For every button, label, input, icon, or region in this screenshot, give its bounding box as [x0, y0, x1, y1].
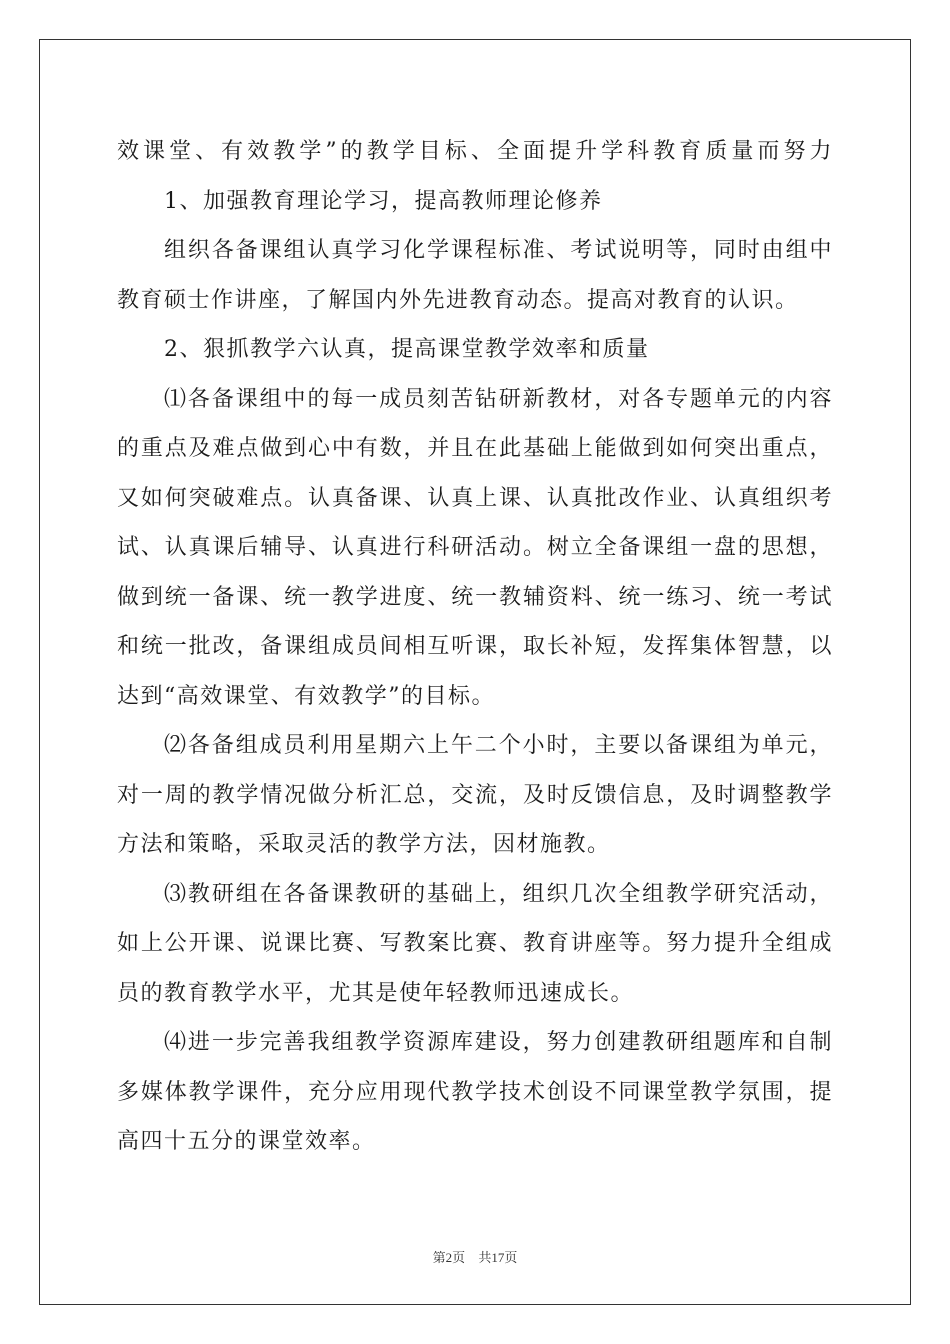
text-line: 高四十五分的课堂效率。 [117, 1129, 376, 1154]
text-line: ⑶教研组在各备课教研的基础上，组织几次全组教学研究活动， [164, 881, 833, 907]
document-body [117, 127, 833, 1167]
text-line: 效课堂、有效教学”的教学目标、全面提升学科教育质量而努力 [117, 139, 833, 164]
text-line: 多媒体教学课件，充分应用现代教学技术创设不同课堂教学氛围，提 [117, 1079, 833, 1105]
page-number: 第2页 [432, 1250, 466, 1265]
text-line: ⑴各备课组中的每一成员刻苦钻研新教材，对各专题单元的内容 [164, 386, 833, 412]
text-line: 达到“高效课堂、有效教学”的目标。 [117, 683, 495, 709]
text-line: 和统一批改，备课组成员间相互听课，取长补短，发挥集体智慧，以 [117, 634, 833, 659]
text-line: 又如何突破难点。认真备课、认真上课、认真批改作业、认真组织考 [117, 485, 833, 511]
text-line: 如上公开课、说课比赛、写教案比赛、教育讲座等。努力提升全组成 [117, 931, 833, 956]
text-line: 方法和策略，采取灵活的教学方法，因材施教。 [117, 832, 611, 857]
text-line: 1、加强教育理论学习，提高教师理论修养 [164, 188, 603, 214]
text-line: 做到统一备课、统一教学进度、统一教辅资料、统一练习、统一考试 [117, 584, 833, 610]
text-line: ⑷进一步完善我组教学资源库建设，努力创建教研组题库和自制 [164, 1030, 833, 1055]
text-line: 对一周的教学情况做分析汇总，交流，及时反馈信息，及时调整教学 [117, 782, 833, 808]
text-line: 组织各备课组认真学习化学课程标准、考试说明等，同时由组中 [164, 238, 833, 263]
text-line: 2、狠抓教学六认真，提高课堂教学效率和质量 [164, 337, 650, 362]
text-line: ⑵各备组成员利用星期六上午二个小时，主要以备课组为单元， [164, 733, 833, 758]
text-line: 员的教育教学水平，尤其是使年轻教师迅速成长。 [117, 980, 635, 1006]
text-line: 的重点及难点做到心中有数，并且在此基础上能做到如何突出重点， [117, 436, 833, 461]
page-total: 共17页 [478, 1250, 518, 1265]
text-line: 教育硕士作讲座，了解国内外先进教育动态。提高对教育的认识。 [117, 287, 799, 313]
text-line: 试、认真课后辅导、认真进行科研活动。树立全备课组一盘的思想， [117, 535, 833, 560]
page-footer [0, 1247, 950, 1266]
